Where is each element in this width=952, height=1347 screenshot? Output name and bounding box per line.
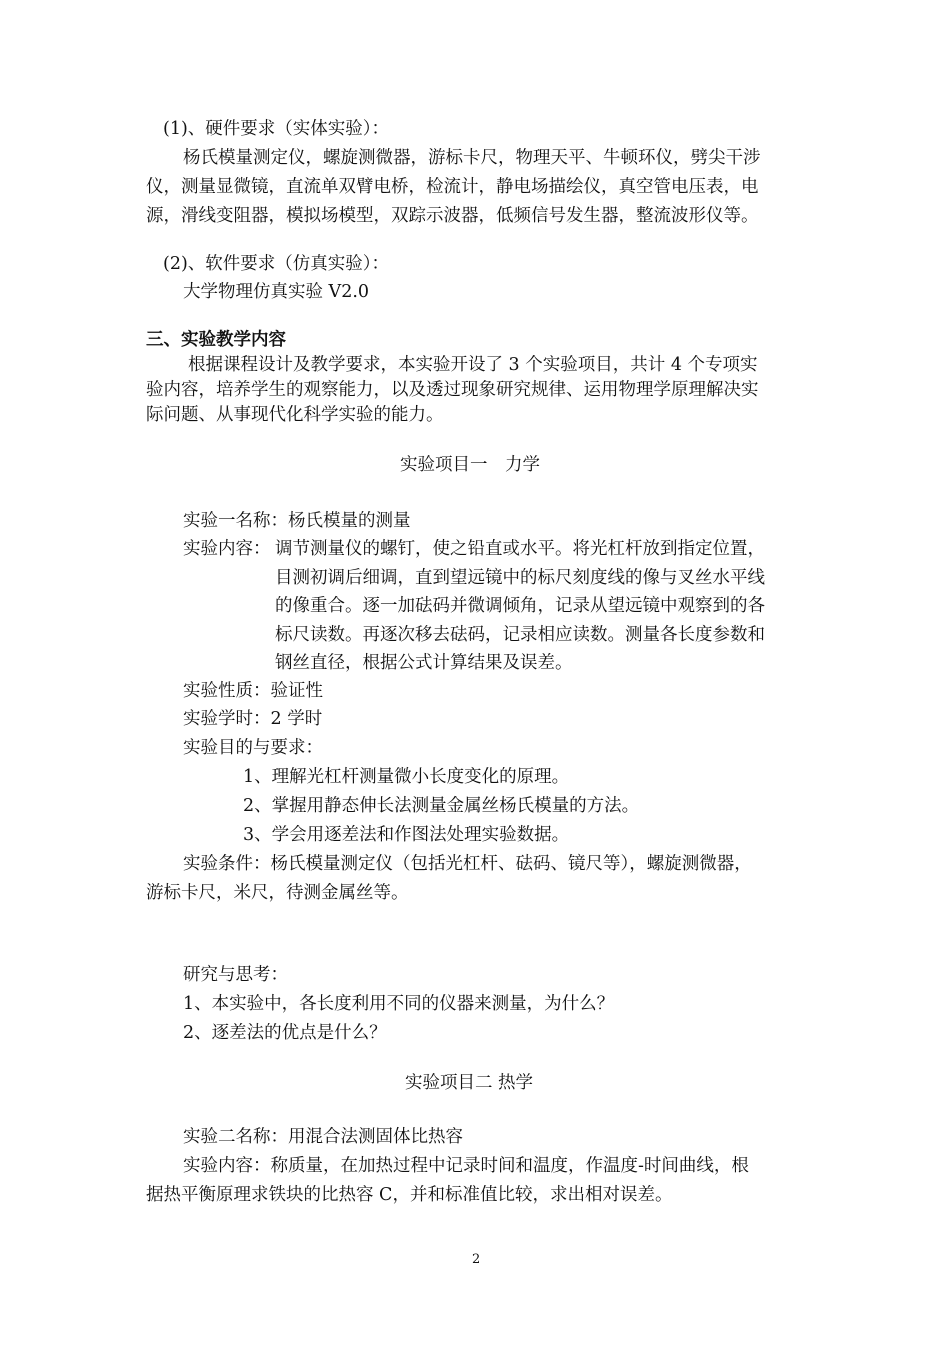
project1-content-line-5: 钢丝直径，根据公式计算结果及误差。	[275, 653, 573, 673]
section-heading: 三、实验教学内容	[146, 330, 286, 350]
project1-content-line-2: 目测初调后细调，直到望远镜中的标尺刻度线的像与叉丝水平线	[275, 568, 765, 588]
section-line-2: 验内容，培养学生的观察能力，以及透过现象研究规律、运用物理学原理解决实	[146, 380, 759, 400]
project1-purpose-3: 3、学会用逐差法和作图法处理实验数据。	[243, 825, 570, 845]
project1-content-line-1: 调节测量仪的螺钉，使之铅直或水平。将光杠杆放到指定位置，	[275, 539, 765, 559]
project1-name: 实验一名称：杨氏模量的测量	[183, 511, 411, 531]
software-line: 大学物理仿真实验 V2.0	[183, 282, 370, 302]
section-line-1: 根据课程设计及教学要求，本实验开设了 3 个实验项目，共计 4 个专项实	[188, 355, 758, 375]
project1-purpose-heading: 实验目的与要求：	[183, 738, 323, 758]
project1-purpose-2: 2、掌握用静态伸长法测量金属丝杨氏模量的方法。	[243, 796, 640, 816]
research-question-2: 2、逐差法的优点是什么？	[183, 1023, 387, 1043]
hardware-line-2: 仪，测量显微镜，直流单双臂电桥，检流计，静电场描绘仪，真空管电压表，电	[146, 177, 759, 197]
section-line-3: 际问题、从事现代化科学实验的能力。	[146, 405, 444, 425]
project1-content-label: 实验内容：	[183, 539, 271, 559]
project1-content-line-3: 的像重合。逐一加砝码并微调倾角，记录从望远镜中观察到的各	[275, 596, 765, 616]
hardware-line-1: 杨氏模量测定仪，螺旋测微器，游标卡尺，物理天平、牛顿环仪，劈尖干涉	[183, 148, 761, 168]
project2-title: 实验项目二 热学	[405, 1073, 534, 1093]
project1-conditions-line-1: 实验条件：杨氏模量测定仪（包括光杠杆、砝码、镜尺等），螺旋测微器，	[183, 854, 752, 874]
project2-name: 实验二名称：用混合法测固体比热容	[183, 1127, 463, 1147]
project1-content-line-4: 标尺读数。再逐次移去砝码，记录相应读数。测量各长度参数和	[275, 625, 765, 645]
research-question-1: 1、本实验中，各长度利用不同的仪器来测量，为什么？	[183, 994, 615, 1014]
hardware-line-3: 源，滑线变阻器，模拟场模型，双踪示波器，低频信号发生器，整流波形仪等。	[146, 206, 759, 226]
project1-purpose-1: 1、理解光杠杆测量微小长度变化的原理。	[243, 767, 570, 787]
software-heading: (2)、软件要求（仿真实验）：	[163, 254, 390, 274]
project1-conditions-line-2: 游标卡尺，米尺，待测金属丝等。	[146, 883, 409, 903]
project1-nature: 实验性质：验证性	[183, 681, 323, 701]
hardware-heading: (1)、硬件要求（实体实验）：	[163, 119, 390, 139]
project2-content-line-2: 据热平衡原理求铁块的比热容 C，并和标准值比较，求出相对误差。	[146, 1185, 673, 1205]
research-heading: 研究与思考：	[183, 965, 288, 985]
project2-content-line-1: 实验内容：称质量，在加热过程中记录时间和温度，作温度-时间曲线，根	[183, 1156, 749, 1176]
page-number: 2	[472, 1252, 481, 1267]
project1-hours: 实验学时：2 学时	[183, 709, 323, 729]
project1-title: 实验项目一 力学	[400, 455, 540, 475]
